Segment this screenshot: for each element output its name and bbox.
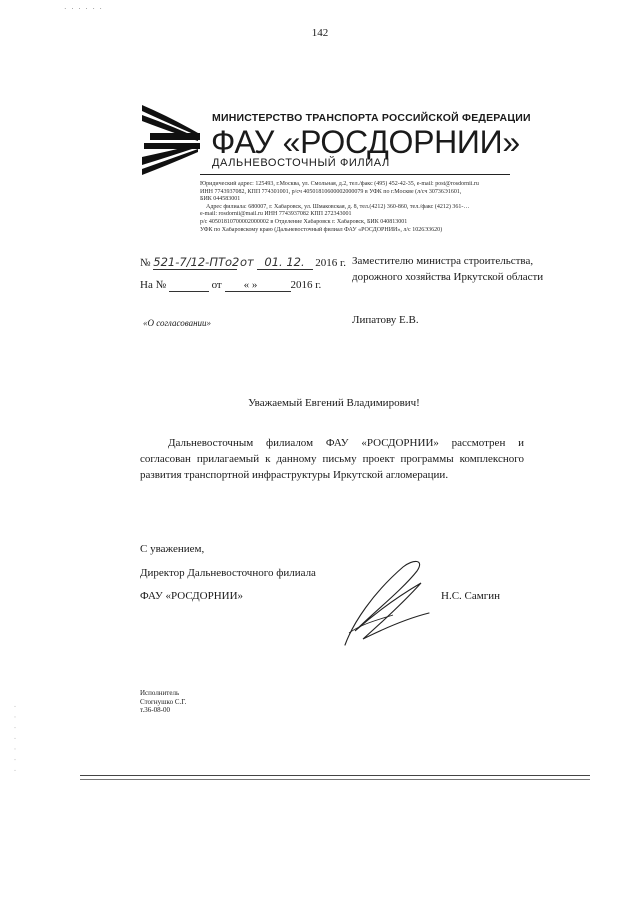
ministry-heading: МИНИСТЕРСТВО ТРАНСПОРТА РОССИЙСКОЙ ФЕДЕРАЦИИ (212, 112, 531, 124)
page-number: 142 (311, 27, 329, 39)
letterhead-divider (200, 174, 510, 175)
reply-date-blank: « » (225, 279, 277, 292)
reply-number-line (140, 279, 321, 292)
organization-name: ФАУ «РОСДОРНИИ» (211, 124, 520, 160)
handwritten-signature (333, 553, 433, 653)
executor-name: Стогнушко С.Г. (140, 697, 187, 706)
reply-prefix: На № (140, 279, 167, 291)
handwritten-number: 521-7/12-ПТо2 (153, 255, 240, 269)
branch-name: ДАЛЬНЕВОСТОЧНЫЙ ФИЛИАЛ (212, 157, 390, 169)
closing-phrase: С уважением, (140, 543, 205, 555)
from-word: от (240, 255, 254, 269)
details-line: Юридический адрес: 125493, г.Москва, ул. Смольная, д.2, тел./факс (495) 452-42-35, e-mail: post@rosdornii.ru (200, 181, 479, 187)
handwritten-date: 01. 12. (257, 255, 313, 270)
signer-name: Н.С. Самгин (441, 590, 500, 602)
addressee-name: Липатову Е.В. (352, 314, 419, 326)
details-line: БИК 044583001 (200, 196, 241, 203)
details-line: e-mail: rosdornii@mail.ru ИНН 7743937082 КПП 272343001 (200, 211, 352, 218)
subject-stamp: «О согласовании» (143, 318, 212, 328)
scan-dots: . . . . . . (64, 2, 103, 11)
reply-from-word: от (211, 279, 222, 291)
signer-organization: ФАУ «РОСДОРНИИ» (140, 590, 244, 602)
rosdornii-logo-icon (140, 103, 212, 175)
details-line: ИНН 7743937082, КПП 774301001, р/сч 40501810600002000079 в УФК по г.Москве (л/сч 30736Э1601, (200, 188, 462, 195)
executor-phone: т.36-08-00 (140, 706, 170, 714)
signer-title: Директор Дальневосточного филиала (140, 567, 316, 579)
details-line: УФК по Хабаровскому краю (Дальневосточный филиал ФАУ «РОСДОРНИИ», л/с 1026Э3620) (200, 226, 443, 233)
outgoing-number-line (140, 255, 346, 270)
footer-rule-thin (80, 779, 590, 780)
addressee-title: Заместителю министра строительства, дорожного хозяйства Иркутской области (352, 255, 544, 283)
details-line: Адрес филиала: 680007, г. Хабаровск, ул. Шмаковская, д. 8, тел.(4212) 360-860, тел./факс (4212) 361-… (206, 203, 470, 210)
organization-details (200, 181, 520, 234)
letter-body: Дальневосточным филиалом ФАУ «РОСДОРНИИ» рассмотрен и согласован прилагаемый к данному письму проект программы комплексного развития транспортной инфраструктуры Иркутской агломерации. (140, 437, 524, 481)
salutation: Уважаемый Евгений Владимирович! (248, 397, 420, 409)
details-line: р/с 40501810700002000002 в Отделение Хабаровск г. Хабаровск, БИК 040813001 (200, 218, 408, 225)
outgoing-year: 2016 г. (315, 257, 347, 269)
reply-date-blank-tail (277, 279, 291, 292)
reply-number-blank (169, 279, 209, 292)
executor-label: Исполнитель (140, 689, 180, 697)
scan-margin-dots: · · · · · · · (10, 705, 19, 775)
executor-block (140, 689, 186, 715)
number-prefix: № (140, 257, 151, 269)
reply-year: 2016 г. (290, 279, 322, 291)
footer-rule (80, 775, 590, 776)
